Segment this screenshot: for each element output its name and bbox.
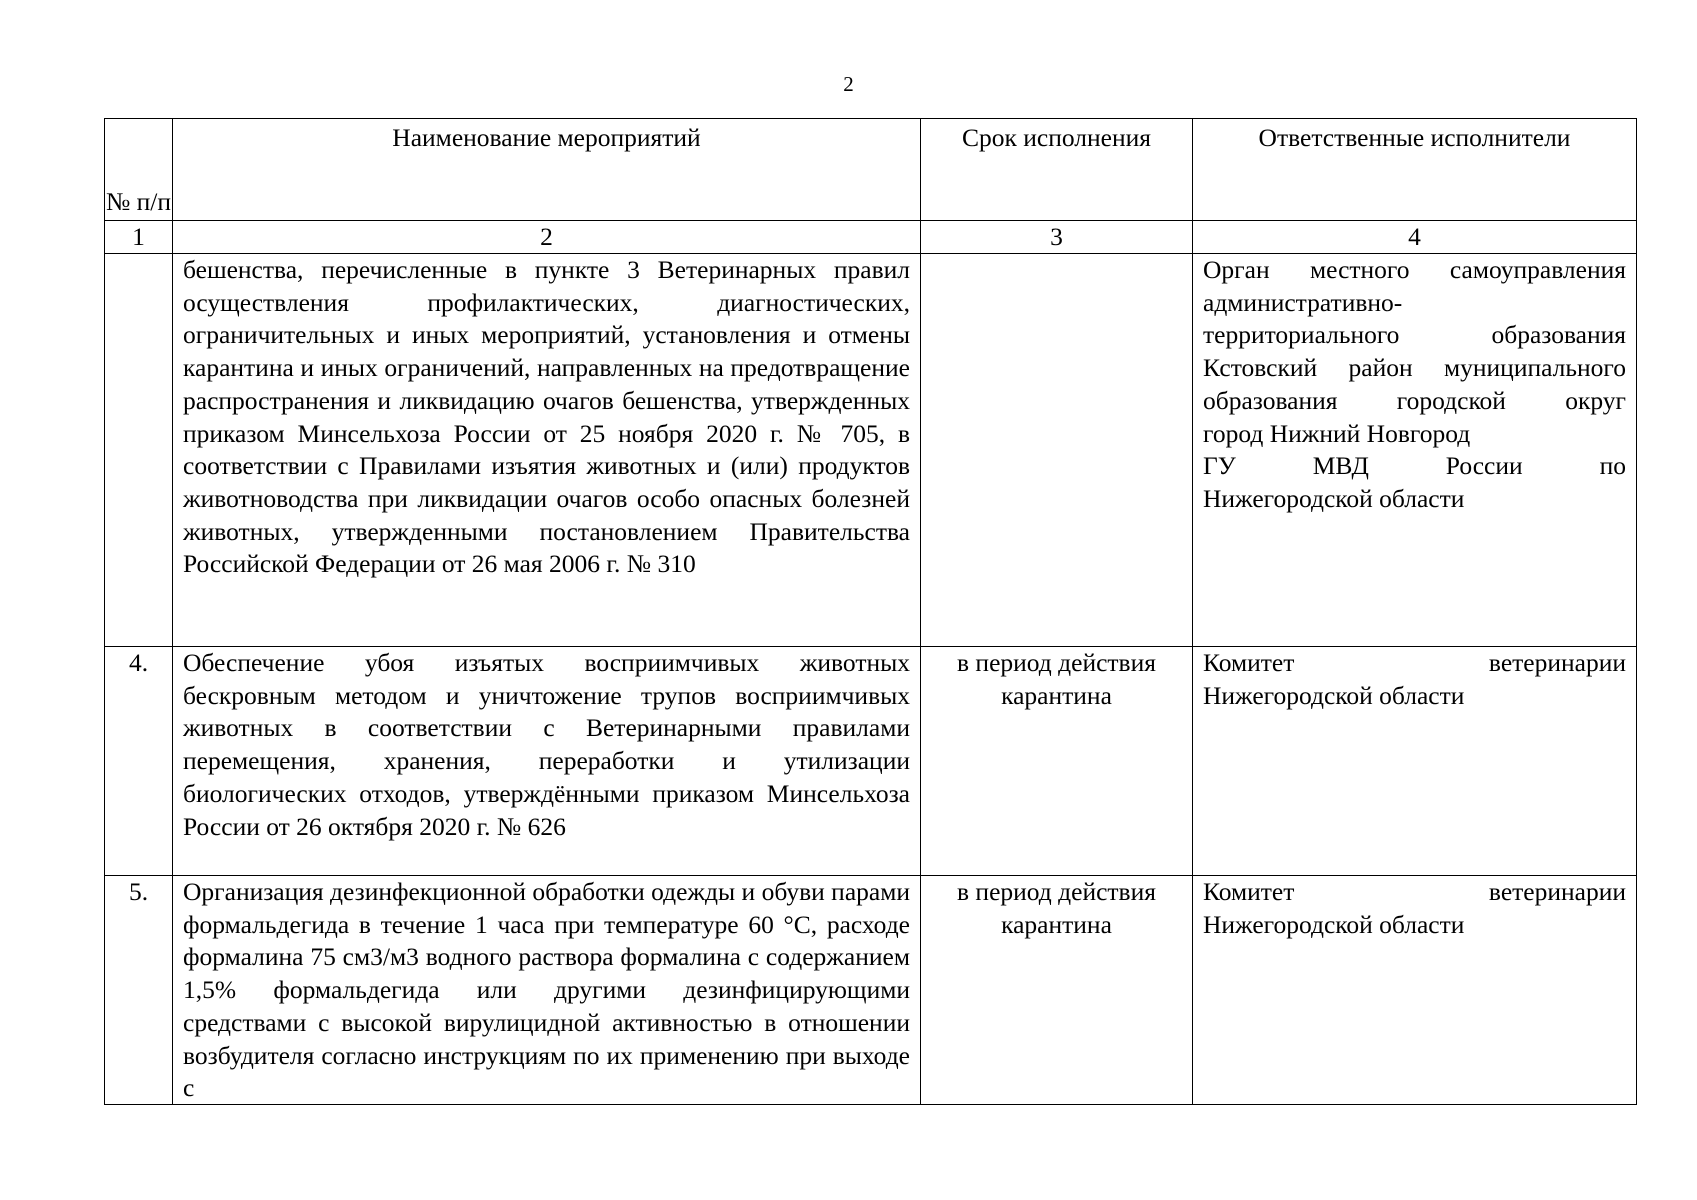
responsible-line: Комитет ветеринарии bbox=[1203, 877, 1626, 906]
responsible-line: Кстовский район муниципального bbox=[1203, 353, 1626, 383]
responsible-line: Нижегородской области bbox=[1203, 483, 1465, 513]
responsible-line: Нижегородской области bbox=[1203, 909, 1465, 939]
responsible-line: территориального образования bbox=[1203, 320, 1626, 350]
responsible-line: город Нижний Новгород bbox=[1203, 418, 1471, 448]
table-row bbox=[105, 876, 1637, 1105]
header-responsible: Ответственные исполнители bbox=[1193, 119, 1637, 221]
responsible-line: Орган местного самоуправления bbox=[1203, 255, 1626, 284]
column-index-row bbox=[105, 221, 1637, 254]
row-term: в период действия карантина bbox=[921, 876, 1193, 1105]
row-number bbox=[105, 254, 173, 647]
row-term bbox=[921, 254, 1193, 647]
header-term: Срок исполнения bbox=[921, 119, 1193, 221]
column-index-3: 3 bbox=[921, 221, 1193, 254]
column-index-1: 1 bbox=[105, 221, 173, 254]
row-description-text: Организация дезинфекционной обработки одежды и обуви парами формальдегида в течение 1 часа при температуре 60 °C, расходе формалина 75 см3/м3 водного раствора формалина с содержанием 1,5% формальдегида или другими дезинфицирующими средствами с высокой вирулицидной активностью в отношении возбудителя согласно инструкциям по их применению при выходе с bbox=[183, 877, 910, 1103]
column-index-2: 2 bbox=[173, 221, 921, 254]
measures-table bbox=[104, 118, 1637, 1105]
header-name: Наименование мероприятий bbox=[173, 119, 921, 221]
row-responsible bbox=[1193, 647, 1637, 876]
header-number-label: № п/п bbox=[105, 187, 172, 216]
page-number: 2 bbox=[843, 72, 854, 96]
responsible-line: Комитет ветеринарии bbox=[1203, 648, 1626, 677]
table-row bbox=[105, 647, 1637, 876]
row-number: 4. bbox=[105, 647, 173, 876]
table-row bbox=[105, 254, 1637, 647]
row-responsible bbox=[1193, 254, 1637, 647]
row-description bbox=[173, 876, 921, 1105]
responsible-line: Нижегородской области bbox=[1203, 680, 1465, 710]
row-number: 5. bbox=[105, 876, 173, 1105]
responsible-line: ГУ МВД России по bbox=[1203, 451, 1626, 481]
header-number bbox=[105, 119, 173, 221]
row-description: бешенства, перечисленные в пункте 3 Ветеринарных правил осуществления профилактических, диагностических, ограничительных и иных мероприятий, установления и отмены карантина и иных ограничений, направленных на предотвращение распространения и ликвидацию очагов бешенства, утвержденных приказом Минсельхоза России от 25 ноября 2020 г. № 705, в соответствии с Правилами изъятия животных и (или) продуктов животноводства при ликвидации очагов особо опасных болезней животных, утвержденными постановлением Правительства Российской Федерации от 26 мая 2006 г. № 310 bbox=[173, 254, 921, 647]
row-responsible bbox=[1193, 876, 1637, 1105]
row-description: Обеспечение убоя изъятых восприимчивых животных бескровным методом и уничтожение трупов восприимчивых животных в соответствии с Ветеринарными правилами перемещения, хранения, переработки и утилизации биологических отходов, утверждёнными приказом Минсельхоза России от 26 октября 2020 г. № 626 bbox=[173, 647, 921, 876]
row-term: в период действия карантина bbox=[921, 647, 1193, 876]
column-index-4: 4 bbox=[1193, 221, 1637, 254]
table-header-row bbox=[105, 119, 1637, 221]
responsible-line: административно- bbox=[1203, 287, 1403, 317]
responsible-line: образования городской округ bbox=[1203, 385, 1626, 415]
